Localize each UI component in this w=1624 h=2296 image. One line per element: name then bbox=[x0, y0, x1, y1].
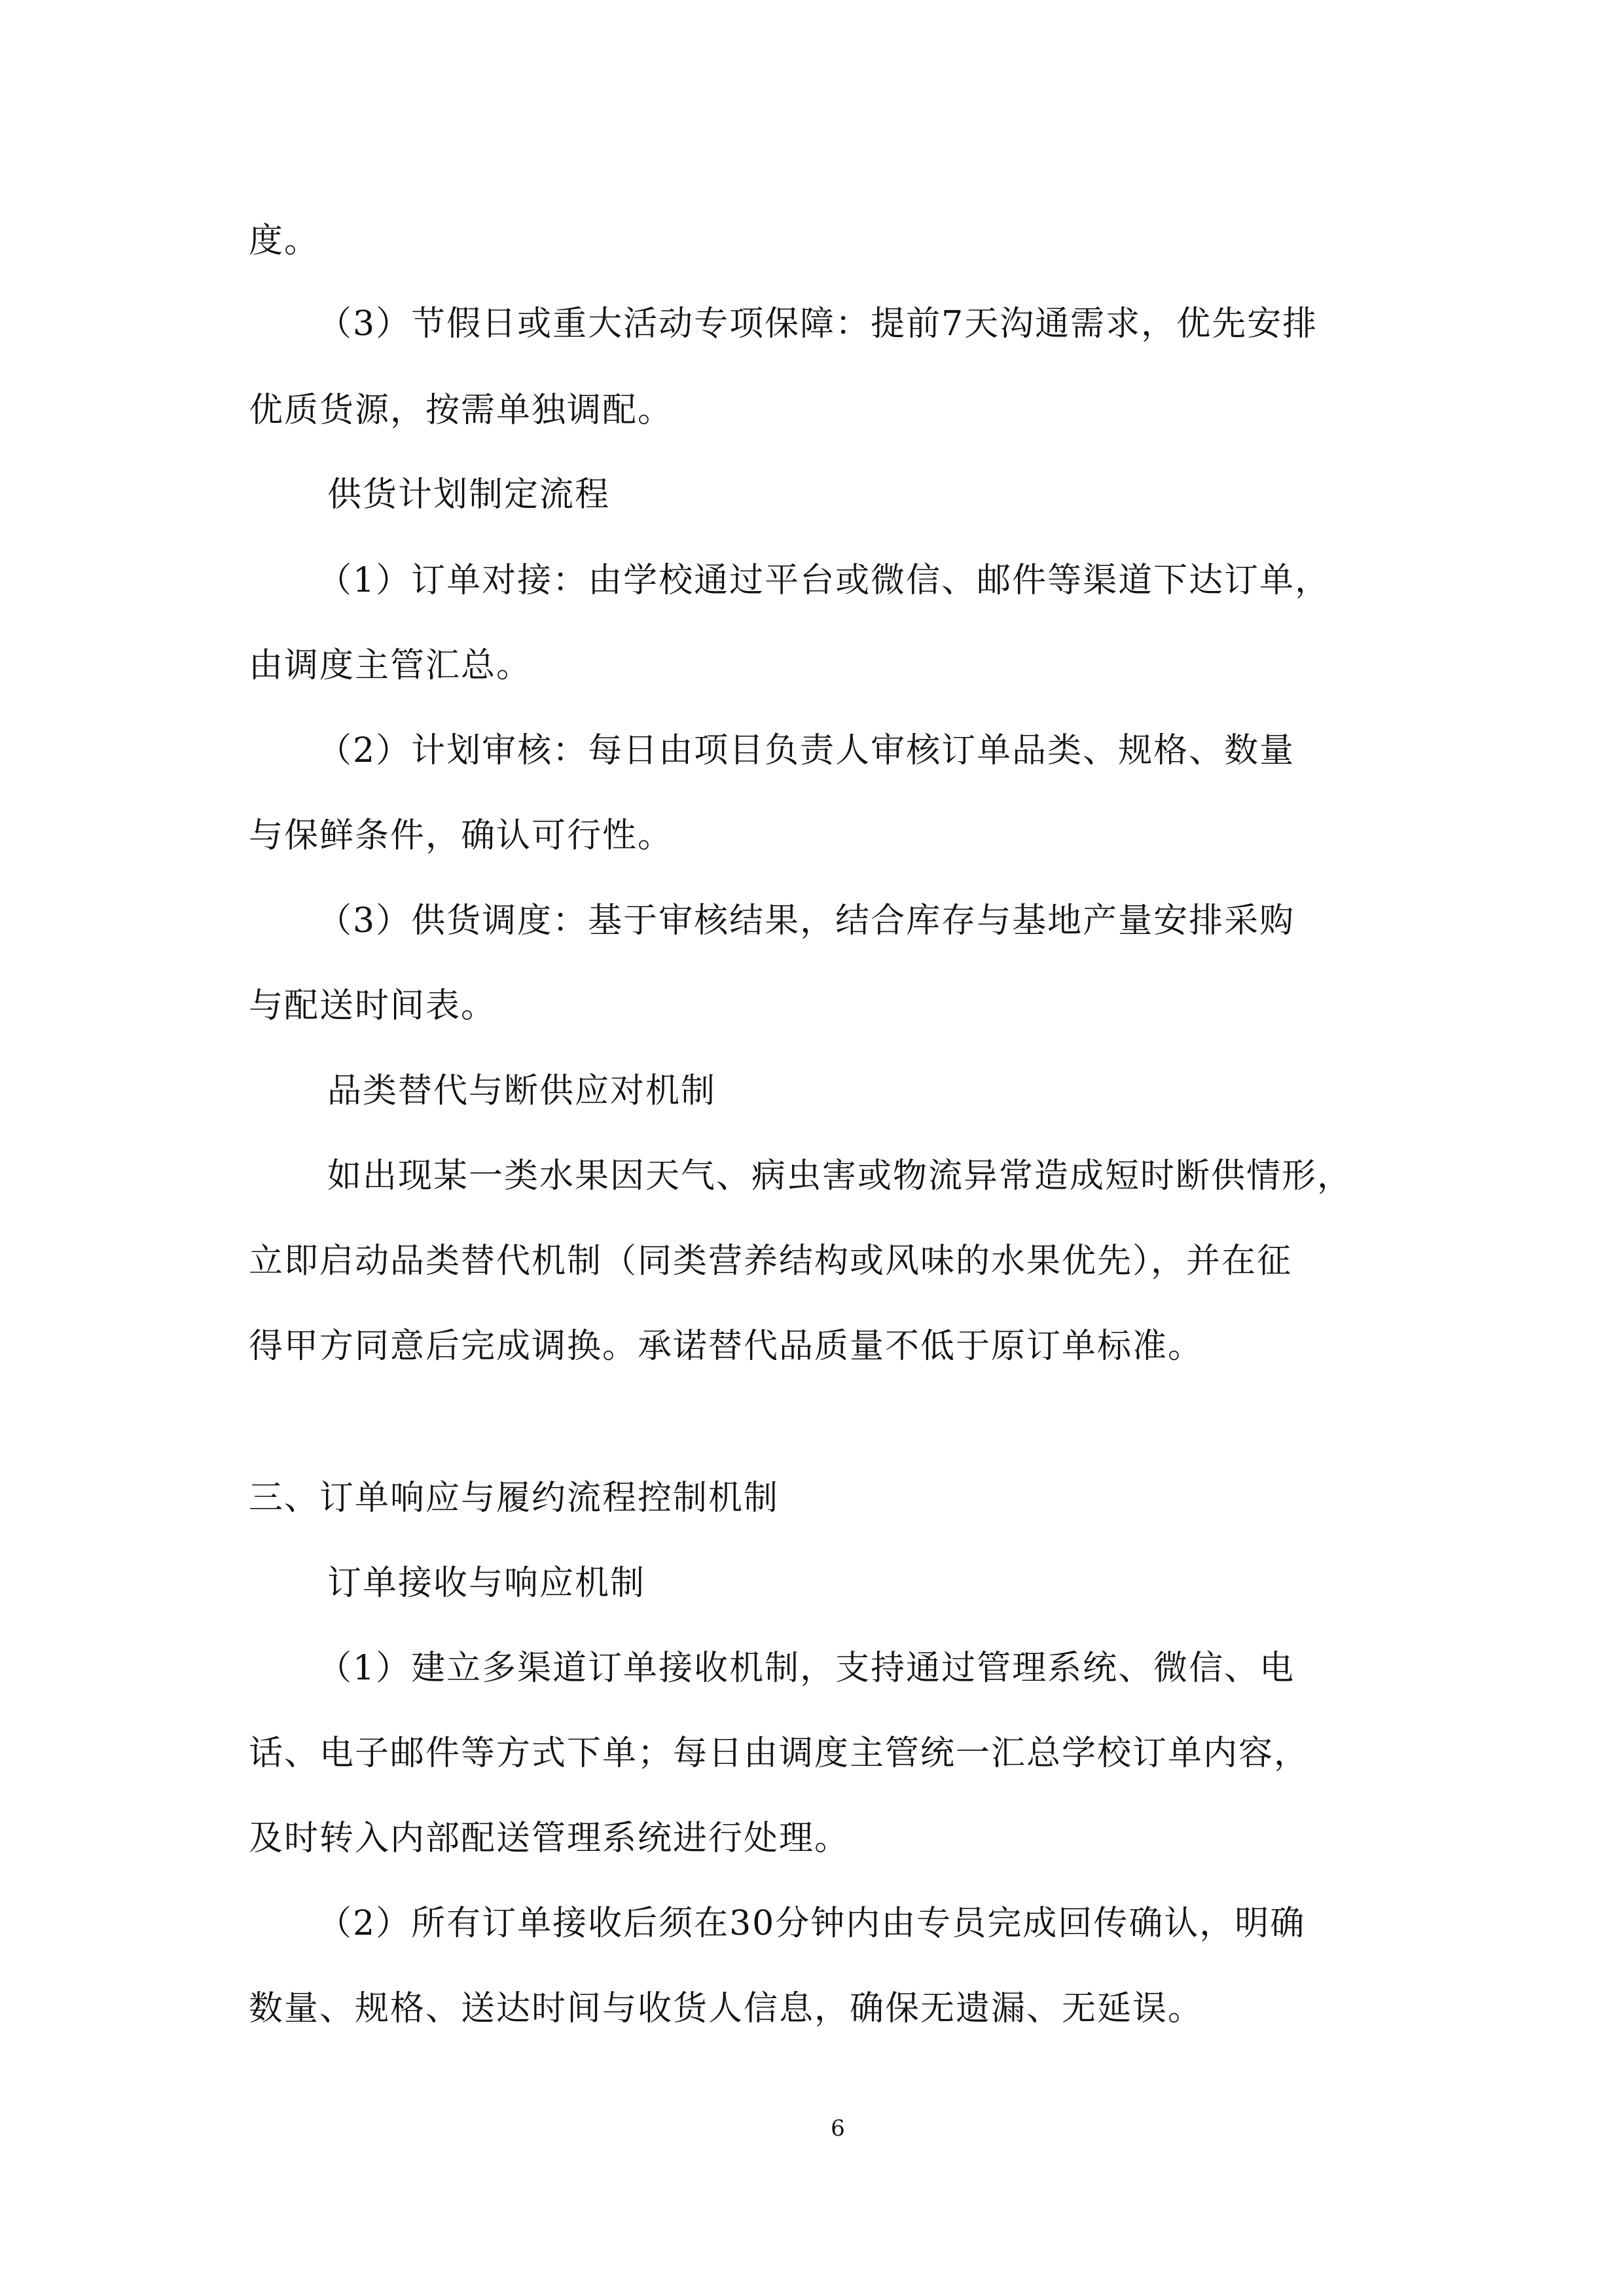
text-line: 及时转入内部配送管理系统进行处理。 bbox=[249, 1819, 850, 1858]
text-line: 得甲方同意后完成调换。承诺替代品质量不低于原订单标准。 bbox=[249, 1327, 1204, 1366]
text-line: 数量、规格、送达时间与收货人信息，确保无遗漏、无延误。 bbox=[249, 1989, 1204, 2028]
text-line: （2）所有订单接收后须在30分钟内由专员完成回传确认，明确 bbox=[317, 1904, 1306, 1943]
text-line: 话、电子邮件等方式下单；每日由调度主管统一汇总学校订单内容， bbox=[249, 1734, 1310, 1773]
text-line: （3）供货调度：基于审核结果，结合库存与基地产量安排采购 bbox=[317, 901, 1295, 941]
text-line: 优质货源，按需单独调配。 bbox=[249, 391, 674, 430]
text-line: （1）订单对接：由学校通过平台或微信、邮件等渠道下达订单， bbox=[317, 561, 1331, 600]
text-line: 与配送时间表。 bbox=[249, 986, 497, 1026]
text-line: 由调度主管汇总。 bbox=[249, 646, 532, 685]
text-line: （2）计划审核：每日由项目负责人审核订单品类、规格、数量 bbox=[317, 731, 1295, 770]
text-line: （1）建立多渠道订单接收机制，支持通过管理系统、微信、电 bbox=[317, 1649, 1295, 1688]
text-line: 度。 bbox=[249, 221, 320, 260]
text-line: 与保鲜条件，确认可行性。 bbox=[249, 816, 674, 855]
text-line: 立即启动品类替代机制（同类营养结构或风味的水果优先），并在征 bbox=[249, 1242, 1293, 1281]
text-line: （3）节假日或重大活动专项保障：提前7天沟通需求，优先安排 bbox=[317, 304, 1318, 344]
subheading: 订单接收与响应机制 bbox=[327, 1564, 646, 1603]
section-heading: 三、订单响应与履约流程控制机制 bbox=[249, 1479, 780, 1518]
subheading: 供货计划制定流程 bbox=[327, 475, 611, 514]
subheading: 品类替代与断供应对机制 bbox=[327, 1071, 717, 1111]
page-number: 6 bbox=[831, 2115, 845, 2142]
text-line: 如出现某一类水果因天气、病虫害或物流异常造成短时断供情形， bbox=[327, 1157, 1353, 1196]
